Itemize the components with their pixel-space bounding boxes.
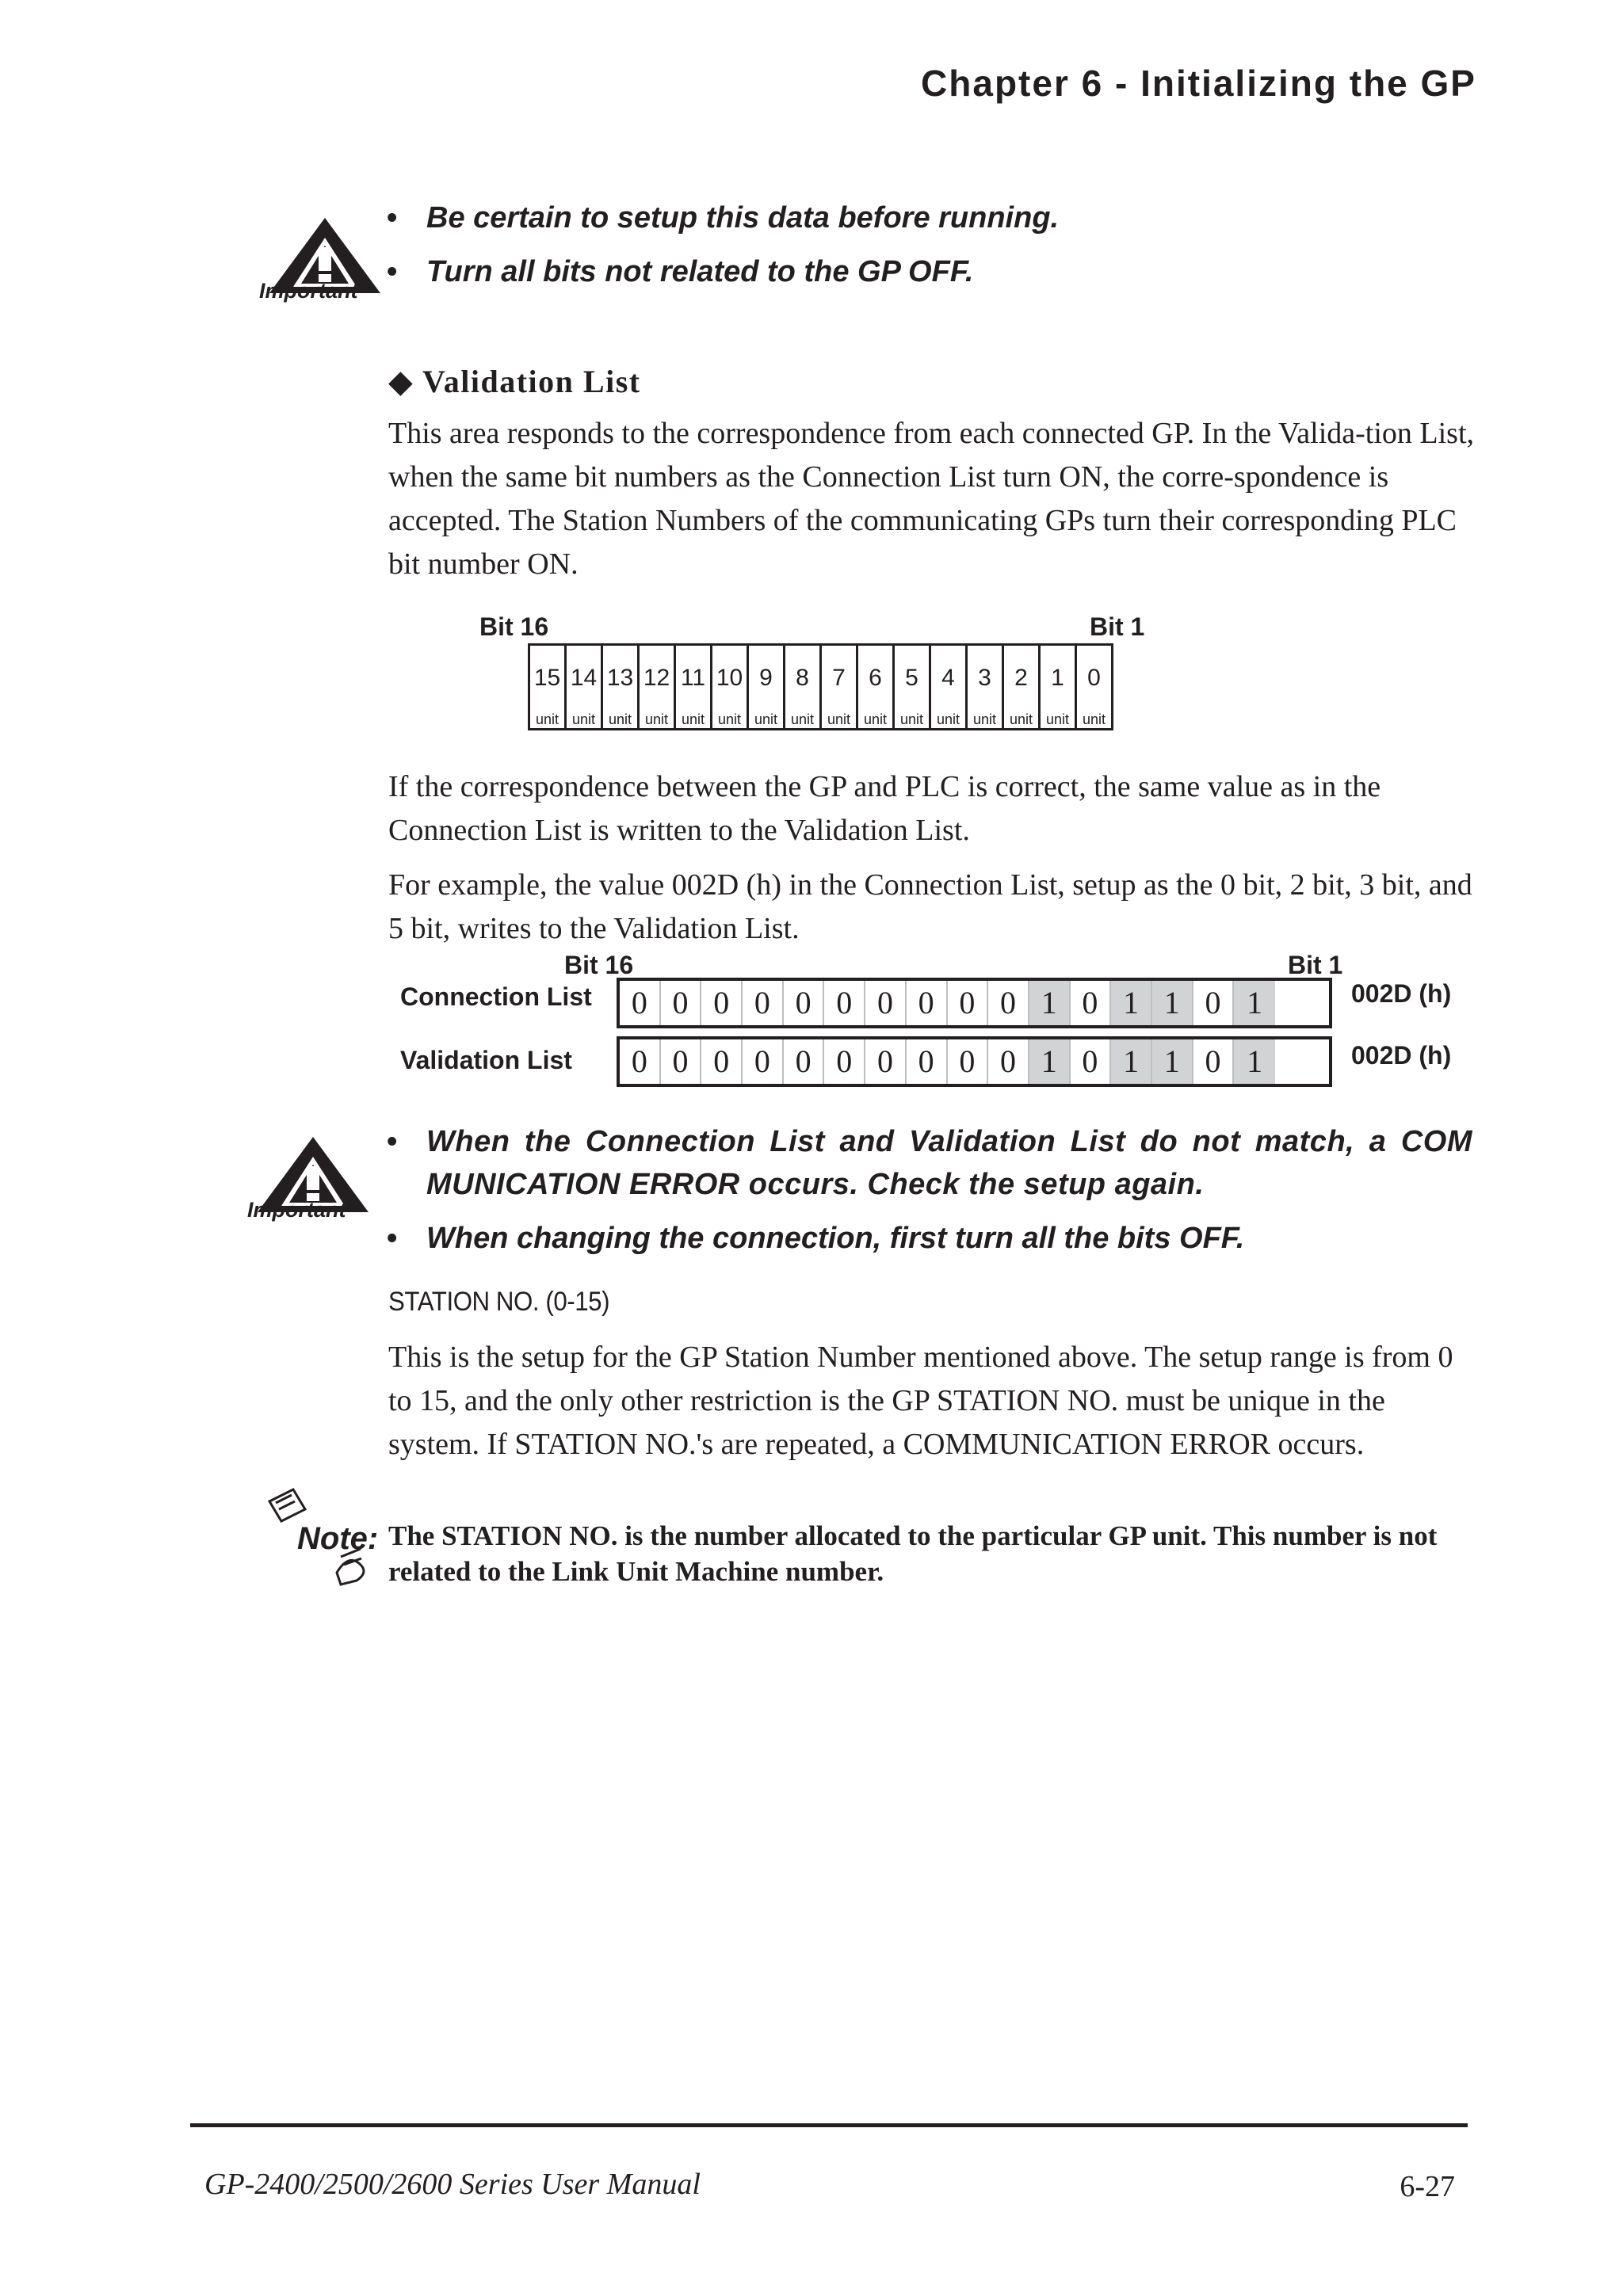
important-bullets-2: [387, 1120, 1472, 1260]
example-paragraph: For example, the value 002D (h) in the Connection List, setup as the 0 bit, 2 bit, 3 bit, and 5 bit, writes to the Validation List.: [388, 868, 1472, 945]
bit-value-cell: 0: [1193, 981, 1235, 1025]
connection-list-label: Connection List: [400, 982, 592, 1011]
bit-unit-cell: unit: [639, 711, 675, 730]
bit-value-cell: 0: [907, 981, 948, 1025]
validation-paragraph: This area responds to the correspondence from each connected GP. In the Valida-tion List, when the same bit numbers as the Connection List turn ON, the corre-spondence is accepted. The Station Numbers of the communicating GPs turn their corresponding PLC bit number ON.: [388, 417, 1475, 581]
bit-value-cell: 1: [1234, 1039, 1275, 1084]
bit-value-cell: 0: [948, 1039, 989, 1084]
bit-unit-cell: unit: [529, 711, 566, 730]
bullet-item: • Be certain to setup this data before running.: [387, 196, 1496, 239]
bit-unit-cell: unit: [785, 711, 821, 730]
bullet-item: • When the Connection List and Validation List do not match, a COM MUNICATION ERROR occurs. Check the setup again.: [387, 1120, 1472, 1206]
bit-value-cell: 0: [743, 981, 784, 1025]
bit-value-cell: 0: [620, 1039, 661, 1084]
bit-value-cell: 0: [865, 981, 907, 1025]
bit-number-cell: 13: [602, 645, 639, 711]
bit-value-cell: 0: [1071, 981, 1112, 1025]
bit-value-cell: 1: [1152, 1039, 1193, 1084]
bit-number-cell: 10: [712, 645, 748, 711]
bit-16-label: Bit 16: [479, 612, 549, 641]
bit-value-cell: 0: [824, 1039, 865, 1084]
footer-rule: [190, 2123, 1468, 2127]
important-icon-block: [259, 198, 384, 321]
bit-value-cell: 0: [661, 1039, 702, 1084]
pencil-hand-icon: [262, 1486, 380, 1589]
bit-value-cell: 0: [701, 1039, 743, 1084]
bit-unit-cell: unit: [602, 711, 639, 730]
bit-number-cell: 0: [1076, 645, 1113, 711]
bit-value-cell: 0: [701, 981, 743, 1025]
bit-unit-cell: unit: [1003, 711, 1040, 730]
bullet-item: • When changing the connection, first turn all the bits OFF.: [387, 1217, 1472, 1260]
validation-list-values: [617, 1036, 1332, 1087]
bit-value-cell: 0: [988, 1039, 1029, 1084]
bit-unit-cell: unit: [821, 711, 857, 730]
note-label: Note:: [297, 1521, 379, 1556]
bit-value-cell: 1: [1234, 981, 1275, 1025]
important-icon-block-2: [247, 1117, 372, 1240]
bit-unit-cell: unit: [1076, 711, 1113, 730]
bit-value-cell: 0: [784, 1039, 825, 1084]
bit-value-cell: 0: [661, 981, 702, 1025]
diamond-icon: ◆: [388, 364, 414, 400]
bit-value-cell: 0: [620, 981, 661, 1025]
bit-value-cell: 1: [1029, 981, 1071, 1025]
validation-heading-text: Validation List: [422, 364, 641, 399]
bit-value-cell: 1: [1029, 1039, 1071, 1084]
note-text: The STATION NO. is the number allocated to the particular GP unit. This number is not related to the Link Unit Machine number.: [388, 1520, 1438, 1587]
bit-unit-cell: unit: [930, 711, 967, 730]
validation-list-hex: 002D (h): [1351, 1041, 1452, 1070]
bit-value-cell: 0: [865, 1039, 907, 1084]
page-number: 6-27: [1400, 2170, 1455, 2203]
bit-number-cell: 4: [930, 645, 967, 711]
bit-unit-cell: unit: [675, 711, 712, 730]
bit-value-cell: 1: [1111, 981, 1152, 1025]
bit-unit-cell: unit: [894, 711, 930, 730]
bit-value-cell: 1: [1152, 981, 1193, 1025]
bit-value-cell: 0: [743, 1039, 784, 1084]
bit-1-label: Bit 1: [1090, 612, 1145, 641]
bit-value-cell: 1: [1111, 1039, 1152, 1084]
bit-number-cell: 15: [529, 645, 566, 711]
important-label: Important: [259, 279, 358, 303]
validation-heading: [388, 363, 641, 400]
note-icon-block: [262, 1486, 380, 1589]
bit-number-cell: 2: [1003, 645, 1040, 711]
chapter-title: Chapter 6 - Initializing the GP: [921, 63, 1476, 104]
bit-number-cell: 1: [1040, 645, 1076, 711]
bit-value-cell: 0: [1193, 1039, 1235, 1084]
bit-unit-cell: unit: [712, 711, 748, 730]
bullet-item: • Turn all bits not related to the GP OFF.: [387, 250, 1496, 293]
bit-number-table: [528, 643, 1113, 730]
bit-value-cell: 0: [824, 981, 865, 1025]
bit-number-cell: 11: [675, 645, 712, 711]
station-heading: STATION NO. (0-15): [388, 1287, 610, 1317]
connection-list-hex: 002D (h): [1351, 979, 1452, 1008]
bit-number-cell: 5: [894, 645, 930, 711]
bit-value-cell: 0: [988, 981, 1029, 1025]
bit-number-cell: 6: [857, 645, 894, 711]
bit-number-cell: 3: [967, 645, 1003, 711]
bit-value-cell: 0: [948, 981, 989, 1025]
bit-unit-cell: unit: [748, 711, 785, 730]
bit-number-cell: 14: [566, 645, 602, 711]
bit-number-cell: 12: [639, 645, 675, 711]
example-bit-1-label: Bit 1: [1288, 951, 1343, 979]
bit-value-cell: 0: [784, 981, 825, 1025]
connection-list-values: [617, 978, 1332, 1028]
important-label: Important: [247, 1198, 346, 1222]
station-paragraph: This is the setup for the GP Station Number mentioned above. The setup range is from 0 to 15, and the only other restriction is the GP STATION NO. must be unique in the system. If STATION NO.'s are repeated, a COMMUNICATION ERROR occurs.: [388, 1341, 1453, 1461]
correspondence-paragraph: If the correspondence between the GP and PLC is correct, the same value as in the Connection List is written to the Validation List.: [388, 770, 1381, 847]
bit-value-cell: 0: [1071, 1039, 1112, 1084]
bit-number-cell: 7: [821, 645, 857, 711]
bit-value-cell: 0: [907, 1039, 948, 1084]
bit-number-cell: 8: [785, 645, 821, 711]
bit-unit-cell: unit: [967, 711, 1003, 730]
bit-number-cell: 9: [748, 645, 785, 711]
footer-manual-title: GP-2400/2500/2600 Series User Manual: [204, 2168, 701, 2201]
validation-list-label: Validation List: [400, 1046, 572, 1074]
bit-unit-cell: unit: [1040, 711, 1076, 730]
example-bit-16-label: Bit 16: [564, 951, 634, 979]
important-bullets-1: [387, 196, 1496, 293]
bit-unit-cell: unit: [857, 711, 894, 730]
bit-unit-cell: unit: [566, 711, 602, 730]
